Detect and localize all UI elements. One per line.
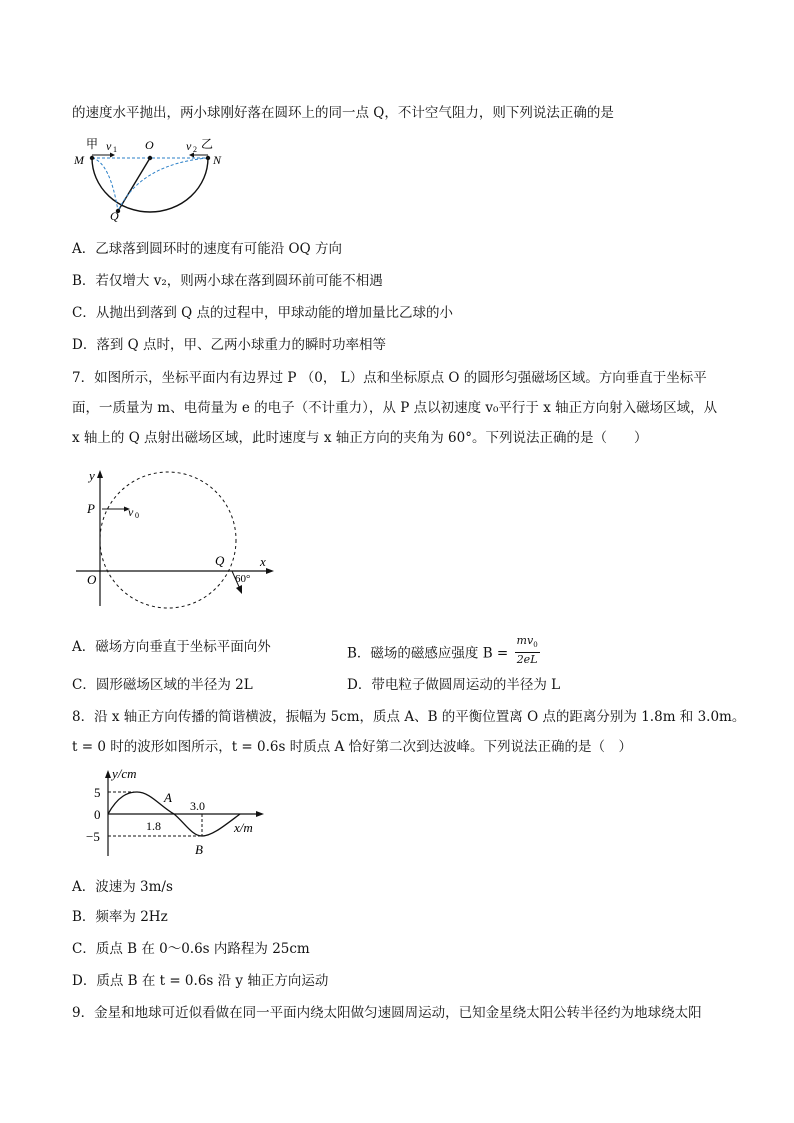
q6-option-c: C．从抛出到落到 Q 点的过程中，甲球动能的增加量比乙球的小 [72,305,453,321]
q8-line-1: 8．沿 x 轴正方向传播的简谐横波，振幅为 5cm，质点 A、B 的平衡位置离 O 点的距离分别为 1.8m 和 3.0m。 [72,709,746,725]
q6-stem-tail: 的速度水平抛出，两小球刚好落在圆环上的同一点 Q，不计空气阻力，则下列说法正确的是 [72,105,614,121]
q7-option-b-prefix: B．磁场的磁感应强度 B = [347,645,509,662]
q8-figure [80,766,270,864]
q6-figure [70,132,230,224]
q7-label-P: P [87,501,95,516]
q7-label-y: y [89,468,95,483]
q7-option-b-numerator-sub: 0 [533,641,538,650]
q8-label-A: A [164,790,172,805]
q6-label-N: N [213,153,222,167]
q7-figure [72,466,282,614]
q7-option-d: D．带电粒子做圆周运动的半径为 L [347,677,561,693]
q7-label-v0-sub: 0 [135,511,139,520]
q8-label-B: B [195,842,203,857]
q7-label-x: x [260,554,266,569]
q7-option-b [347,634,540,670]
q6-label-v2-sub: 2 [193,145,197,154]
q7-option-b-numerator: mv [516,634,534,647]
q6-label-jia: 甲 [86,137,99,151]
q8-option-c: C．质点 B 在 0～0.6s 内路程为 25cm [72,941,310,957]
q7-option-b-fraction [515,634,540,666]
q7-label-angle: 60° [235,573,251,585]
q8-option-a: A．波速为 3m/s [72,879,173,895]
q7-option-c: C．圆形磁场区域的半径为 2L [72,677,253,693]
q8-label-xm: x/m [234,820,253,835]
q7-option-a: A．磁场方向垂直于坐标平面向外 [72,639,271,655]
q8-tick-minus5: −5 [86,829,100,844]
q6-option-a: A．乙球落到圆环时的速度有可能沿 OQ 方向 [72,241,342,257]
q6-option-b: B．若仅增大 v₂，则两小球在落到圆环前可能不相遇 [72,273,383,289]
q7-label-O: O [87,572,97,587]
q7-option-b-denominator: 2eL [516,653,538,667]
q7-label-Q: Q [215,553,225,568]
q6-label-v2: v [186,139,192,153]
q6-label-v1-sub: 1 [113,145,117,154]
q8-label-3-0: 3.0 [190,799,205,813]
q6-label-M: M [74,153,84,167]
q7-line-1: 7．如图所示，坐标平面内有边界过 P （0， L）点和坐标原点 O 的圆形匀强磁场区域。方向垂直于坐标平 [72,370,707,386]
q7-line-2: 面，一质量为 m、电荷量为 e 的电子（不计重力），从 P 点以初速度 v₀平行于 x 轴正方向射入磁场区域，从 [72,400,718,416]
q6-option-d: D．落到 Q 点时，甲、乙两小球重力的瞬时功率相等 [72,337,386,353]
q6-label-Q: Q [110,209,119,223]
q6-label-yi: 乙 [201,137,214,151]
q8-tick-5: 5 [94,785,101,800]
q7-label-v0: v [128,505,134,519]
q8-label-ycm: y/cm [112,766,137,781]
q6-label-O: O [145,138,154,152]
q8-option-d: D．质点 B 在 t = 0.6s 沿 y 轴正方向运动 [72,973,329,989]
q8-line-2: t = 0 时的波形如图所示，t = 0.6s 时质点 A 恰好第二次到达波峰。下列说法正确的是（ ） [72,739,633,755]
q7-line-3: x 轴上的 Q 点射出磁场区域，此时速度与 x 轴正方向的夹角为 60°。下列说法正确的是（ ） [72,430,648,446]
q9-line-1: 9．金星和地球可近似看做在同一平面内绕太阳做匀速圆周运动，已知金星绕太阳公转半径约为地球绕太阳 [72,1005,702,1021]
q6-label-v1: v [106,139,112,153]
q8-tick-0: 0 [94,807,101,822]
q8-option-b: B．频率为 2Hz [72,909,168,925]
q8-label-1-8: 1.8 [146,819,161,833]
